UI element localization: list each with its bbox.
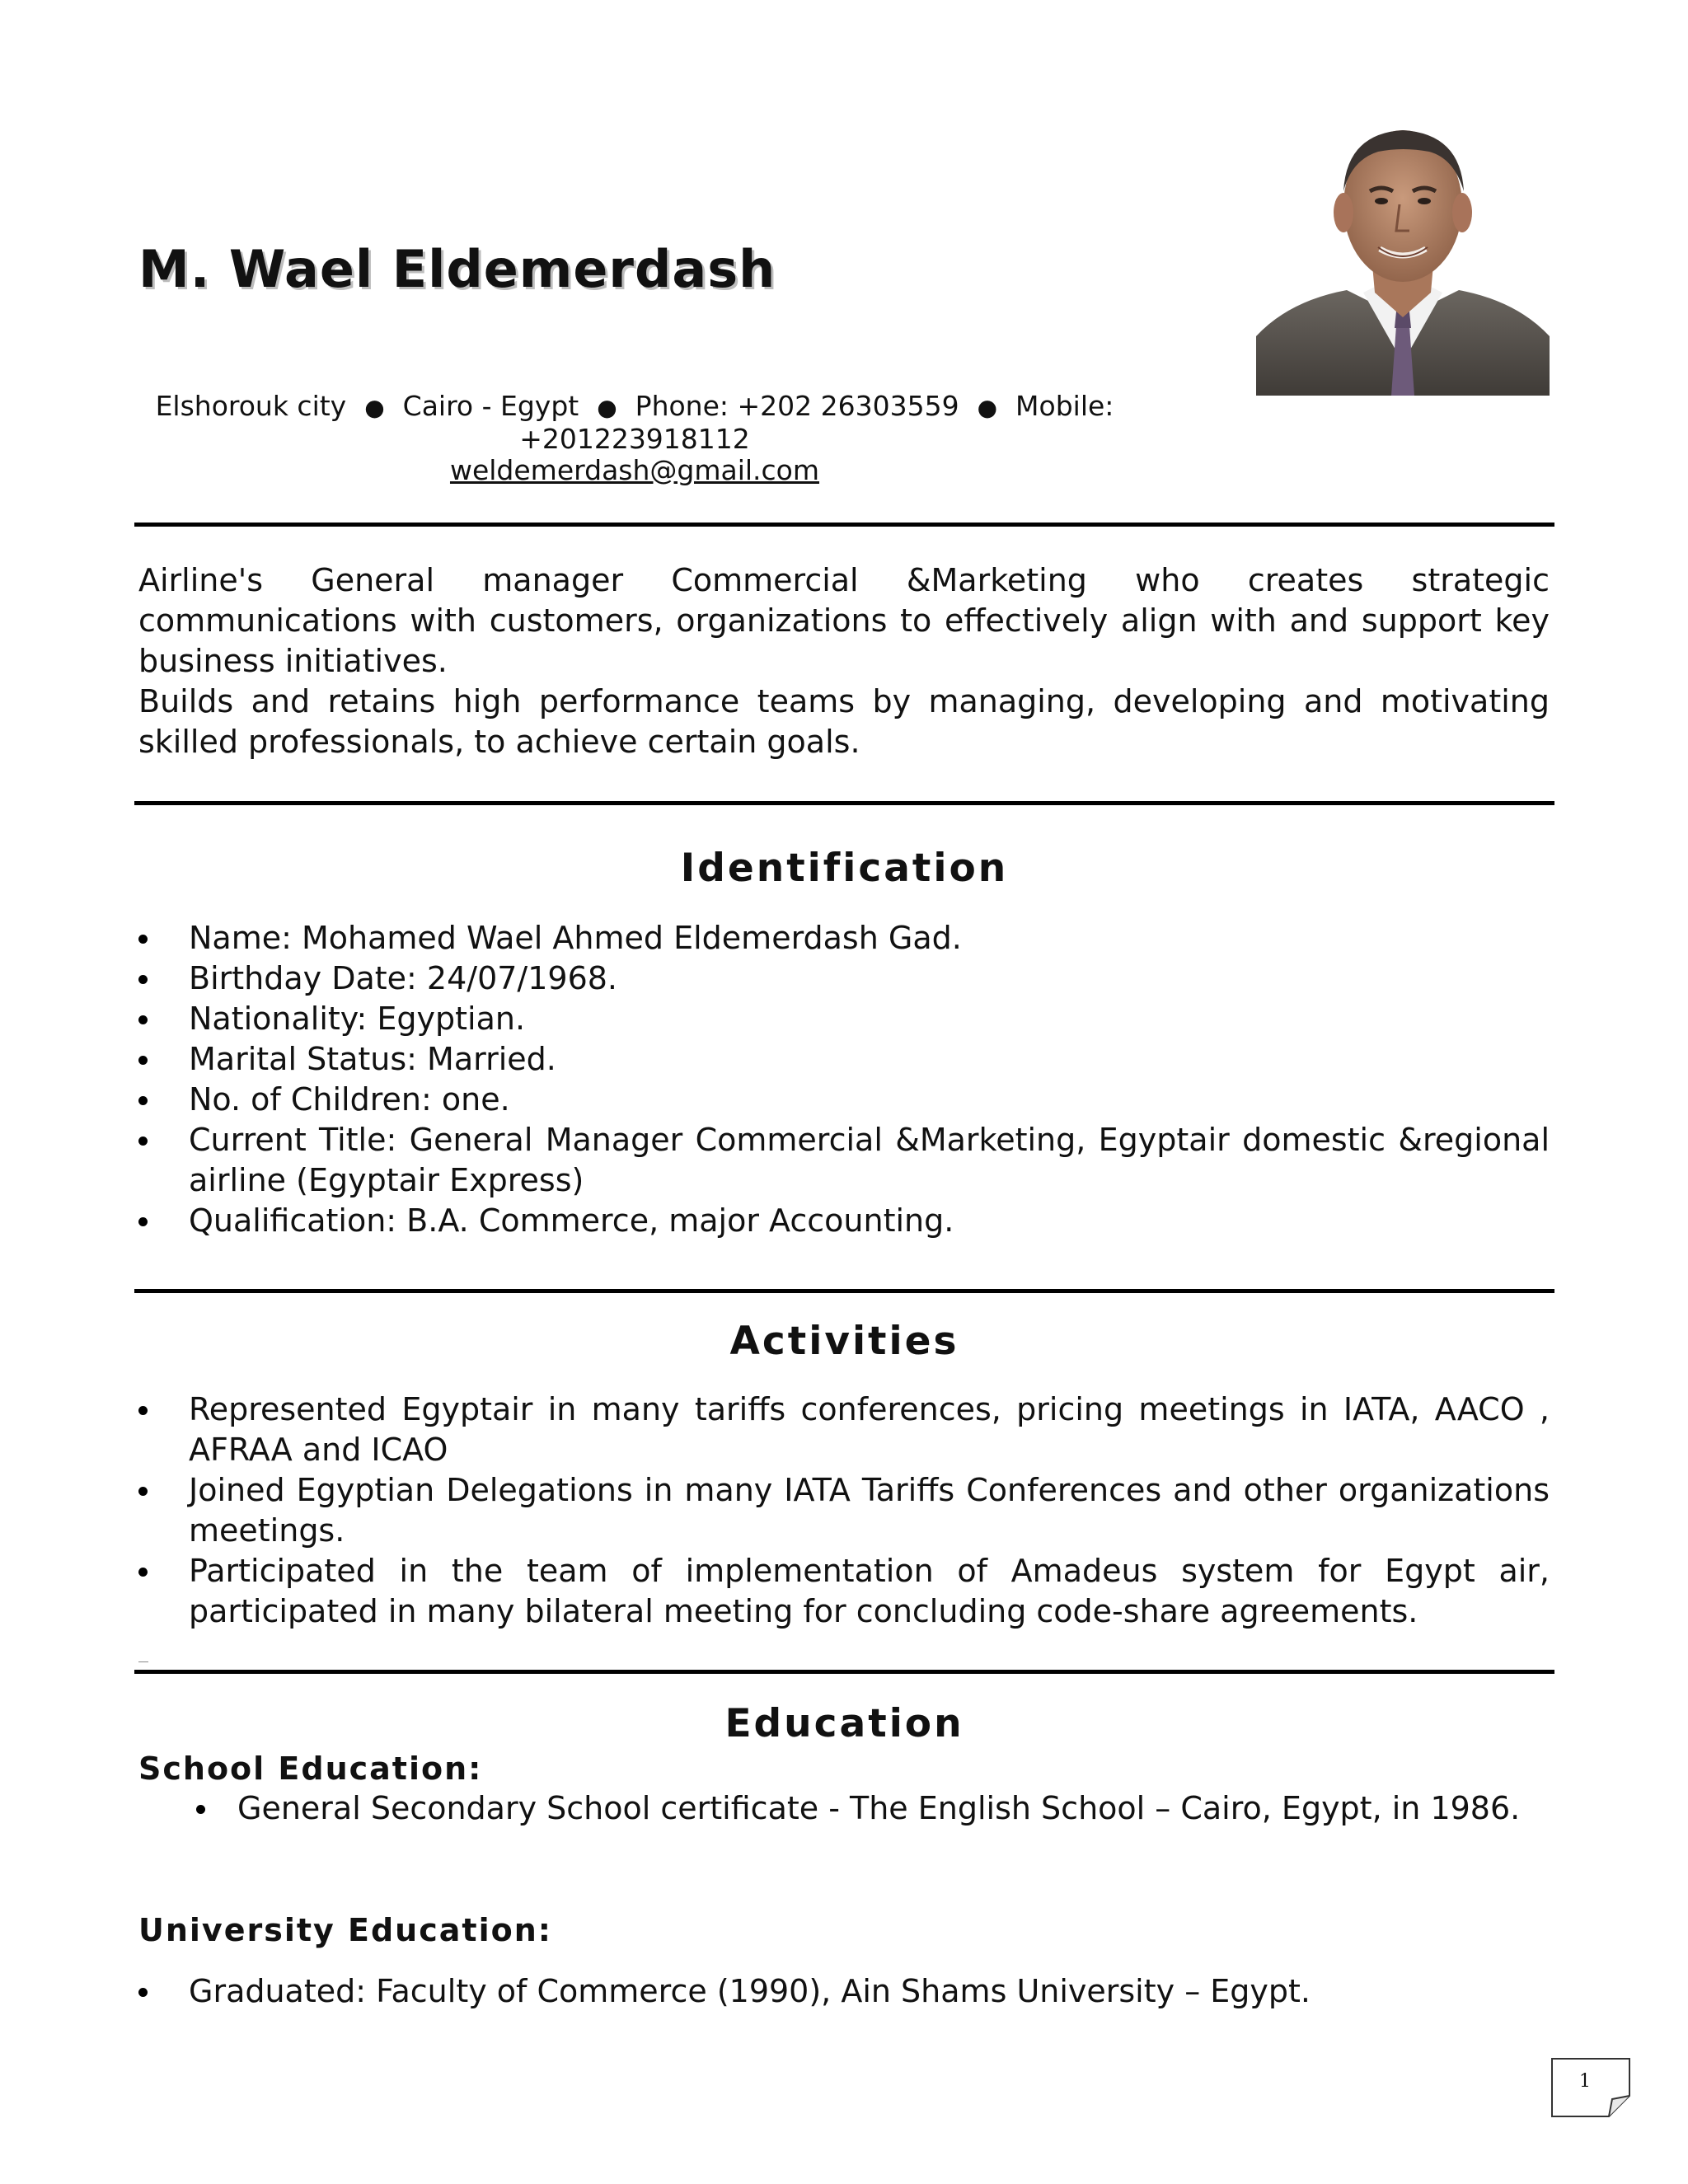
candidate-name: M. Wael Eldemerdash <box>138 239 776 299</box>
bullet-separator: ● <box>597 394 617 421</box>
list-item: Joined Egyptian Delegations in many IATA Tariffs Conferences and other organizations meetings. <box>138 1470 1550 1551</box>
section-title-activities: Activities <box>729 1319 959 1364</box>
stray-mark <box>138 1661 148 1662</box>
list-item: Participated in the team of implementation of Amadeus system for Egypt air, participated in many bilateral meeting for concluding code-share agreements. <box>138 1551 1550 1632</box>
list-item: Marital Status: Married. <box>138 1039 1550 1080</box>
bullet-icon <box>138 1988 148 1997</box>
bullet-separator: ● <box>364 394 385 421</box>
bullet-icon <box>138 1056 148 1065</box>
university-education-heading: University Education: <box>138 1912 552 1948</box>
contact-line <box>132 391 1137 424</box>
bullet-icon <box>138 1568 148 1577</box>
divider-rule <box>134 523 1554 527</box>
profile-summary <box>138 560 1550 762</box>
contact-city: Elshorouk city <box>155 390 347 422</box>
portrait-image <box>1256 115 1550 396</box>
list-item: Birthday Date: 24/07/1968. <box>138 958 1550 999</box>
section-title-education: Education <box>724 1701 964 1746</box>
list-item: Name: Mohamed Wael Ahmed Eldemerdash Gad. <box>138 918 1550 958</box>
divider-rule <box>134 801 1554 805</box>
profile-photo <box>1256 115 1550 396</box>
list-item: Represented Egyptair in many tariffs conferences, pricing meetings in IATA, AACO , AFRAA and ICAO <box>138 1390 1550 1470</box>
list-item: No. of Children: one. <box>138 1080 1550 1120</box>
summary-paragraph: Builds and retains high performance teams by managing, developing and motivating skilled professionals, to achieve certain goals. <box>138 683 1550 760</box>
page-number: 1 <box>1579 2071 1591 2092</box>
contact-mobile-label: Mobile: <box>1015 390 1114 422</box>
summary-paragraph: Airline's General manager Commercial &Marketing who creates strategic communications with customers, organizations to effectively align with and support key business initiatives. <box>138 562 1550 679</box>
list-item: Current Title: General Manager Commercial &Marketing, Egyptair domestic &regional airline (Egyptair Express) <box>138 1120 1550 1201</box>
bullet-icon <box>138 975 148 984</box>
page-number-box <box>1551 2058 1630 2117</box>
section-title-identification: Identification <box>680 846 1009 891</box>
university-list <box>138 1971 1550 2012</box>
divider-rule <box>134 1670 1554 1674</box>
school-education-heading: School Education: <box>138 1750 483 1787</box>
list-item: Nationality: Egyptian. <box>138 999 1550 1039</box>
list-item: Graduated: Faculty of Commerce (1990), Ain Shams University – Egypt. <box>138 1971 1550 2012</box>
activities-list <box>138 1390 1550 1632</box>
contact-phone: Phone: +202 26303559 <box>635 390 959 422</box>
contact-block <box>132 391 1137 486</box>
bullet-icon <box>138 1015 148 1024</box>
bullet-icon <box>138 1406 148 1415</box>
divider-rule <box>134 1289 1554 1293</box>
bullet-icon <box>138 1137 148 1146</box>
bullet-icon <box>138 1096 148 1105</box>
list-item: Qualification: B.A. Commerce, major Accounting. <box>138 1201 1550 1241</box>
bullet-icon <box>196 1805 205 1814</box>
school-education-item: General Secondary School certificate - The English School – Cairo, Egypt, in 1986. <box>188 1788 1599 1829</box>
bullet-separator: ● <box>977 394 998 421</box>
identification-list <box>138 918 1550 1241</box>
contact-mobile: +201223918112 <box>519 423 750 455</box>
contact-country: Cairo - Egypt <box>402 390 579 422</box>
email-link[interactable]: weldemerdash@gmail.com <box>449 454 820 486</box>
bullet-icon <box>138 935 148 944</box>
bullet-icon <box>138 1217 148 1226</box>
bullet-icon <box>138 1487 148 1496</box>
